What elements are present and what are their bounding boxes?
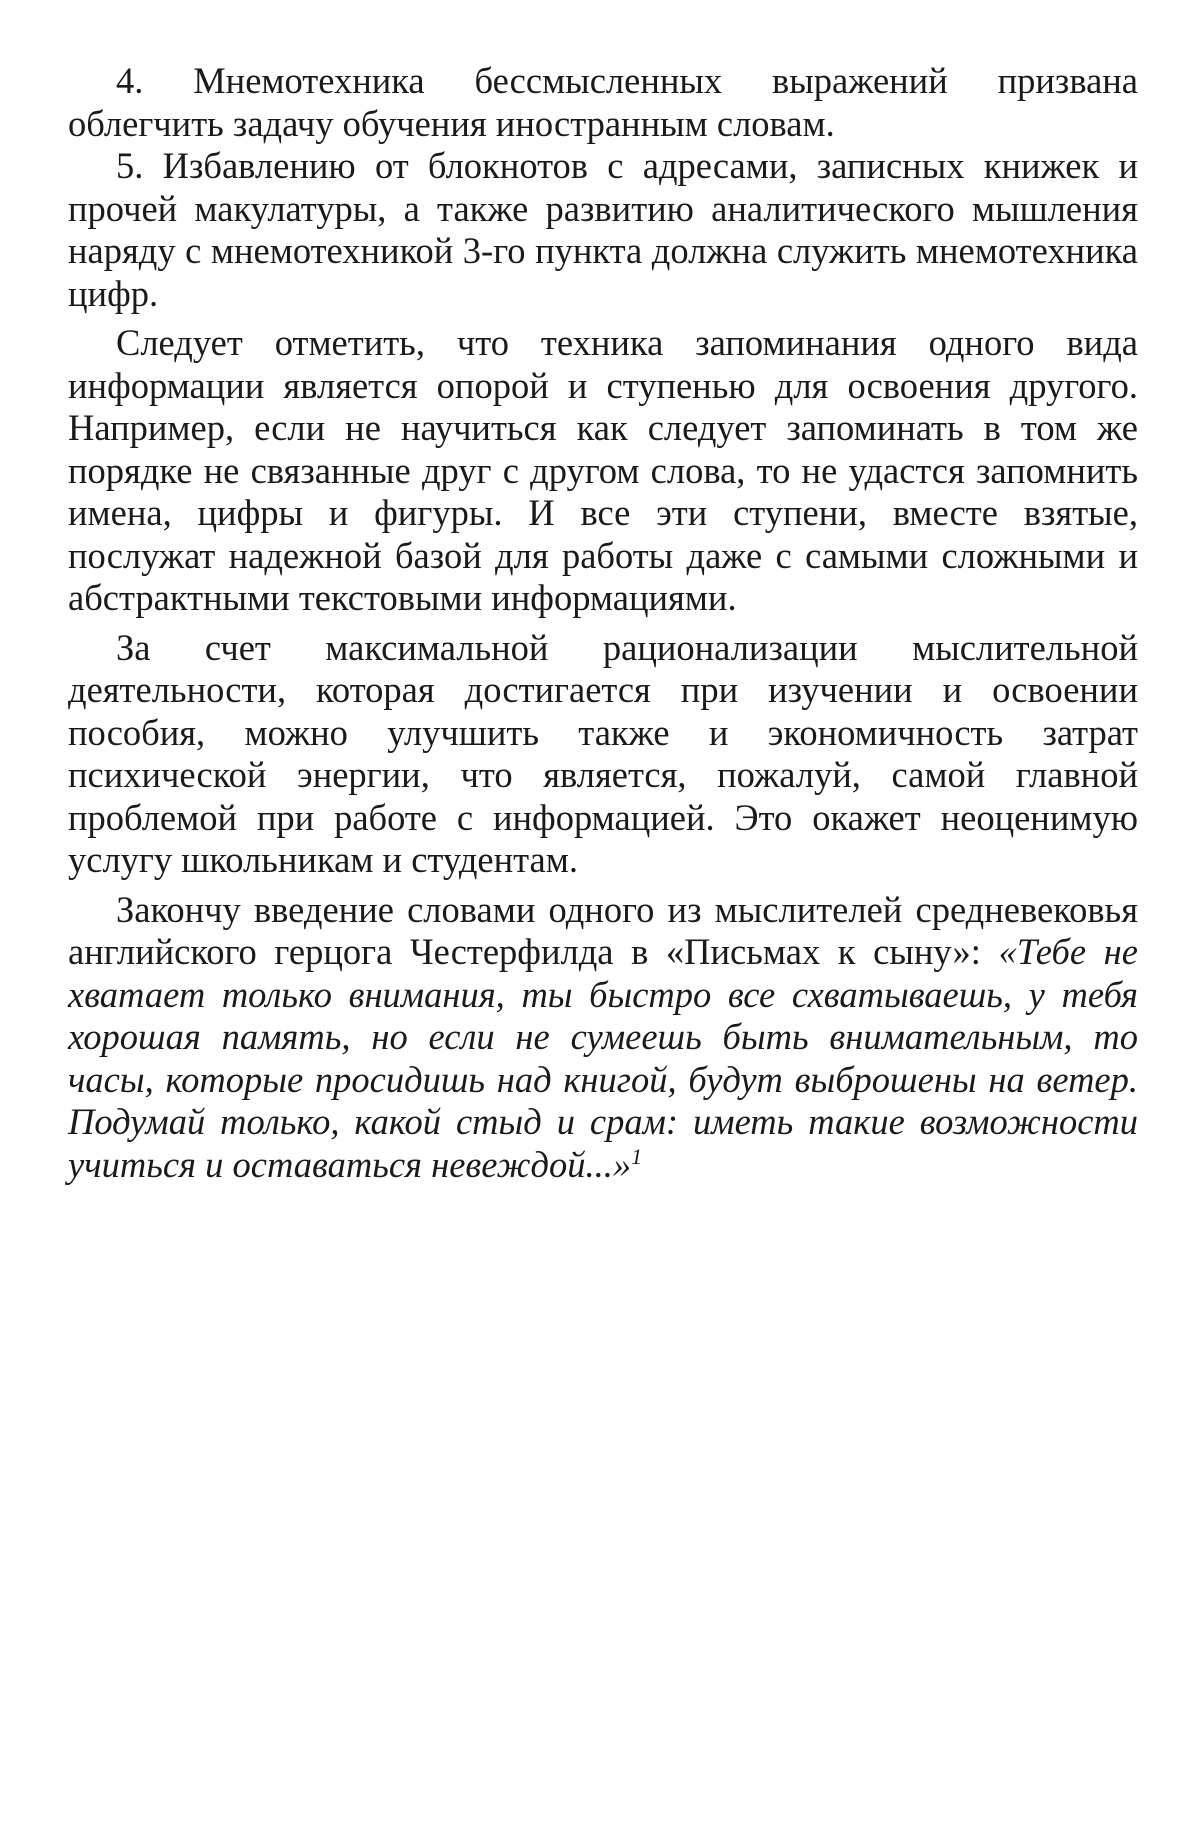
paragraph-mnemonics-digits: 5. Избавлению от блокнотов с адресами, записных книжек и прочей макулатуры, а также развитию аналитического мышления наряду с мнемотехникой 3-го пункта должна служить мнемотехника цифр. [68, 145, 1138, 314]
document-page [68, 60, 1138, 1186]
paragraph-memorization-technique: Следует отметить, что техника запоминания одного вида информации является опорой и ступенью для освоения другого. Например, если не научиться как следует запоминать в том же порядке не связанные друг с другом слова, то не удастся запомнить имена, цифры и фигуры. И все эти ступени, вместе взятые, послужат надежной базой для работы даже с самыми сложными и абстрактными текстовыми информациями. [68, 322, 1138, 618]
chesterfield-quote: «Тебе не хватает только внимания, ты быстро все схватываешь, у тебя хорошая память, но если не сумеешь быть внимательным, то часы, которые просидишь над книгой, будут выброшены на ветер. Подумай только, какой стыд и срам: иметь такие возможности учиться и оставаться невеждой...» [68, 931, 1138, 1185]
conclusion-intro-text: Закончу введение словами одного из мыслителей средневековья английского герцога Честерфилда в «Письмах к сыну»: [68, 888, 1138, 972]
paragraph-conclusion [68, 889, 1138, 1187]
footnote-mark: 1 [631, 1143, 643, 1169]
paragraph-rationalization: За счет максимальной рационализации мыслительной деятельности, которая достигается при изучении и освоении пособия, можно улучшить также и экономичность затрат психической энергии, что является, пожалуй, самой главной проблемой при работе с информацией. Это окажет неоценимую услугу школьникам и студентам. [68, 626, 1138, 880]
paragraph-mnemonics-expressions: 4. Мнемотехника бессмысленных выражений призвана облегчить задачу обучения иностранным словам. [68, 60, 1138, 144]
